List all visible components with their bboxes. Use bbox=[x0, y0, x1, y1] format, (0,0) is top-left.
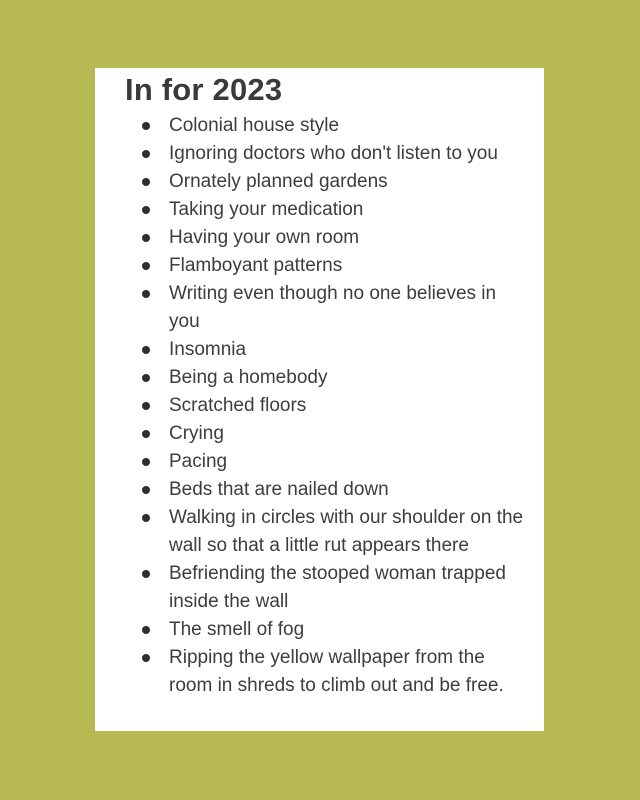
list-item-text: Insomnia bbox=[169, 339, 247, 360]
list-item bbox=[95, 364, 544, 392]
list-item bbox=[95, 560, 544, 616]
list-item-text: Befriending the stooped woman trapped inside the wall bbox=[169, 563, 506, 612]
list-item-text: Ignoring doctors who don't listen to you bbox=[169, 143, 498, 164]
bullet-icon bbox=[142, 458, 150, 466]
list-item-text: Walking in circles with our shoulder on the wall so that a little rut appears there bbox=[169, 507, 524, 556]
list-item bbox=[95, 196, 544, 224]
bullet-icon bbox=[142, 290, 150, 298]
bullet-icon bbox=[142, 374, 150, 382]
bullet-icon bbox=[142, 654, 150, 662]
list-item bbox=[95, 336, 544, 364]
bullet-icon bbox=[142, 178, 150, 186]
bullet-icon bbox=[142, 150, 150, 158]
list-item bbox=[95, 420, 544, 448]
bullet-icon bbox=[142, 346, 150, 354]
list-item bbox=[95, 448, 544, 476]
list-item bbox=[95, 280, 544, 336]
bullet-icon bbox=[142, 206, 150, 214]
list-item bbox=[95, 252, 544, 280]
list-item bbox=[95, 112, 544, 140]
list-item-text: The smell of fog bbox=[169, 619, 305, 640]
list-item bbox=[95, 392, 544, 420]
bullet-icon bbox=[142, 570, 150, 578]
list-item-text: Colonial house style bbox=[169, 115, 340, 136]
list-item-text: Flamboyant patterns bbox=[169, 255, 343, 276]
list-item-text: Ripping the yellow wallpaper from the room in shreds to climb out and be free. bbox=[169, 647, 504, 696]
list-item-text: Ornately planned gardens bbox=[169, 171, 388, 192]
list-item bbox=[95, 476, 544, 504]
bullet-icon bbox=[142, 514, 150, 522]
bullet-icon bbox=[142, 122, 150, 130]
list-item bbox=[95, 224, 544, 252]
list-item bbox=[95, 140, 544, 168]
list-item-text: Taking your medication bbox=[169, 199, 364, 220]
list-item-text: Being a homebody bbox=[169, 367, 328, 388]
page-title: In for 2023 bbox=[125, 72, 283, 107]
list-item bbox=[95, 616, 544, 644]
list-item bbox=[95, 168, 544, 196]
bullet-icon bbox=[142, 262, 150, 270]
bullet-icon bbox=[142, 234, 150, 242]
bullet-icon bbox=[142, 486, 150, 494]
bullet-icon bbox=[142, 402, 150, 410]
list-item-text: Scratched floors bbox=[169, 395, 307, 416]
list-item-text: Beds that are nailed down bbox=[169, 479, 389, 500]
bullet-icon bbox=[142, 626, 150, 634]
bullet-list bbox=[95, 112, 544, 700]
list-item-text: Having your own room bbox=[169, 227, 360, 248]
list-item-text: Writing even though no one believes in you bbox=[169, 283, 497, 332]
list-item-text: Crying bbox=[169, 423, 224, 444]
list-item-text: Pacing bbox=[169, 451, 228, 472]
bullet-icon bbox=[142, 430, 150, 438]
list-card bbox=[95, 68, 544, 731]
list-item bbox=[95, 504, 544, 560]
list-item bbox=[95, 644, 544, 700]
